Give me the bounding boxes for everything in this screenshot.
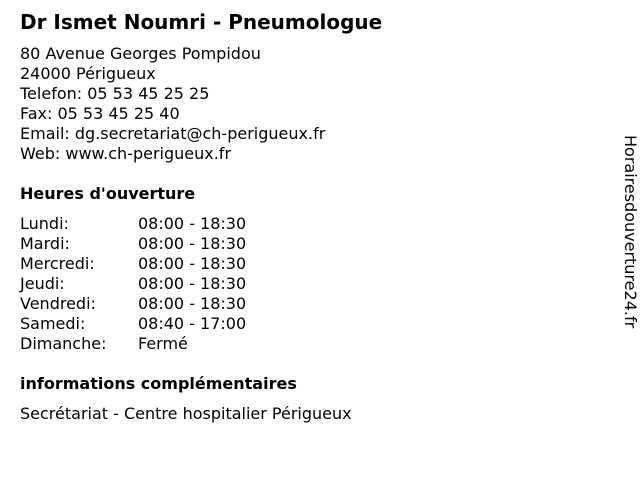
time-value: 08:00 - 18:30: [138, 214, 247, 233]
site-watermark-text: Horairesdouverture24.fr: [621, 135, 640, 329]
page-title: Dr Ismet Noumri - Pneumologue: [20, 10, 383, 34]
hours-row-monday: [20, 214, 320, 234]
additional-info-heading: informations complémentaires: [20, 374, 297, 393]
day-label: Vendredi:: [20, 294, 96, 313]
phone-text: Telefon: 05 53 45 25 25: [20, 84, 210, 103]
time-value: 08:00 - 18:30: [138, 234, 247, 253]
day-label: Mardi:: [20, 234, 70, 253]
hours-row-wednesday: [20, 254, 320, 274]
hours-row-tuesday: [20, 234, 320, 254]
address-city: 24000 Périgueux: [20, 64, 156, 83]
day-label: Dimanche:: [20, 334, 107, 353]
time-value: 08:00 - 18:30: [138, 294, 247, 313]
opening-hours-heading: Heures d'ouverture: [20, 184, 196, 203]
day-label: Mercredi:: [20, 254, 95, 273]
address-street: 80 Avenue Georges Pompidou: [20, 44, 261, 63]
additional-info-text: Secrétariat - Centre hospitalier Périgueux: [20, 404, 352, 423]
fax-text: Fax: 05 53 45 25 40: [20, 104, 180, 123]
hours-row-saturday: [20, 314, 320, 334]
opening-hours-list: [20, 214, 320, 354]
hours-row-sunday: [20, 334, 320, 354]
day-label: Lundi:: [20, 214, 69, 233]
contact-block: [20, 44, 325, 164]
hours-row-friday: [20, 294, 320, 314]
email-text: Email: dg.secretariat@ch-perigueux.fr: [20, 124, 326, 143]
site-watermark: [622, 135, 640, 375]
website-text: Web: www.ch-perigueux.fr: [20, 144, 232, 163]
day-label: Jeudi:: [20, 274, 65, 293]
day-label: Samedi:: [20, 314, 86, 333]
time-value: Fermé: [138, 334, 188, 353]
hours-row-thursday: [20, 274, 320, 294]
time-value: 08:00 - 18:30: [138, 254, 247, 273]
time-value: 08:40 - 17:00: [138, 314, 247, 333]
time-value: 08:00 - 18:30: [138, 274, 247, 293]
